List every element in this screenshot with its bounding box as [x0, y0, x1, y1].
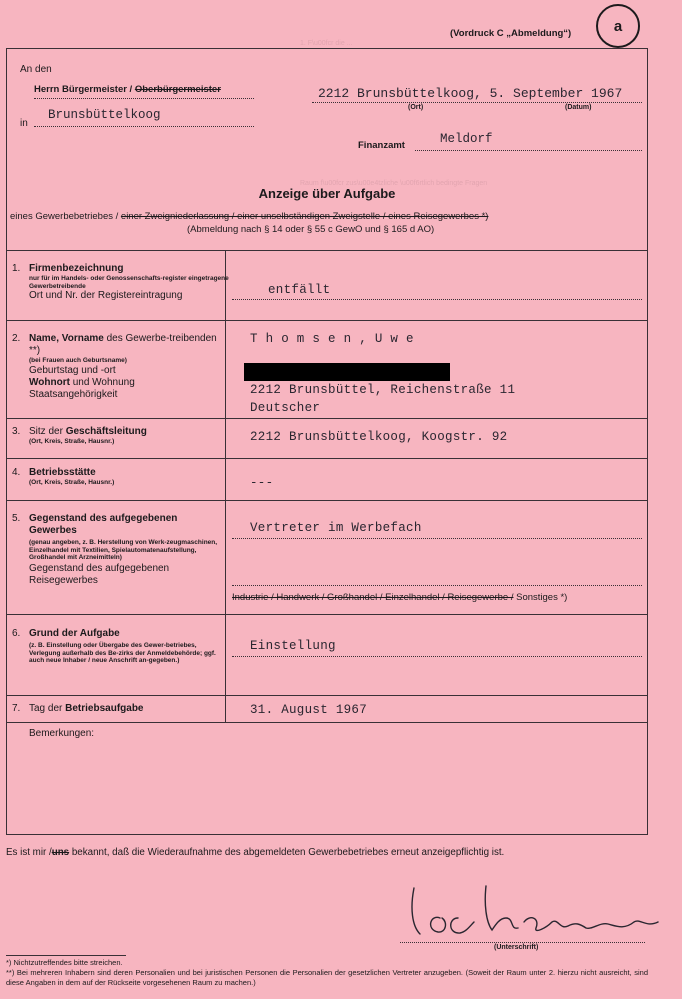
subtitle-struck: einer Zweigniederlassung / einer unselbständigen Zweigstelle / eines Reisegewerbes *)	[120, 211, 489, 222]
row2-nationality-value: Deutscher	[250, 401, 321, 415]
address-recipient	[34, 84, 221, 95]
row5-note: (genau angeben, z. B. Herstellung von Werk-zeugmaschinen, Einzelhandel mit Textilien, Spielautomatenaufstellung, Großhandel mit Arzneimitteln)	[29, 539, 218, 561]
place-date-line	[312, 102, 642, 103]
notice-struck: uns	[51, 847, 70, 858]
recipient-line	[34, 98, 254, 99]
redaction-bar	[244, 363, 450, 381]
row1-extra: Ort und Nr. der Registereintragung	[29, 290, 183, 301]
row6-number: 6.	[12, 628, 21, 639]
row5-categories-struck: Industrie / Handwerk / Großhandel / Einzelhandel / Reisegewerbe /	[232, 592, 514, 603]
row2-number: 2.	[12, 333, 21, 344]
row2-label	[12, 333, 224, 401]
form-code: (Vordruck C „Abmeldung“)	[450, 28, 572, 39]
address-an-den: An den	[20, 64, 52, 75]
row2-home-rest: und Wohnung	[72, 376, 135, 388]
row3-value: 2212 Brunsbüttelkoog, Koogstr. 92	[250, 430, 508, 444]
row-divider-6	[6, 695, 648, 696]
row1-value: entfällt	[268, 283, 331, 297]
row5-title: Gegenstand des aufgegebenen Gewerbes	[29, 513, 178, 536]
row5-categories-kept: Sonstiges *)	[513, 592, 568, 603]
table-top	[6, 250, 648, 251]
row4-number: 4.	[12, 467, 21, 478]
row3-label	[12, 426, 224, 446]
frame-right	[647, 48, 648, 835]
corner-letter-badge: a	[596, 4, 640, 48]
frame-top	[6, 48, 648, 49]
row2-name-value: T h o m s e n , U w e	[250, 332, 414, 346]
row5-line	[232, 538, 642, 539]
row6-value: Einstellung	[250, 639, 336, 653]
row1-number: 1.	[12, 263, 21, 274]
form-subtitle-reference: (Abmeldung nach § 14 oder § 55 c GewO und § 165 d AO)	[187, 224, 435, 235]
notice-text	[6, 847, 504, 858]
subtitle-start: eines Gewerbebetriebes /	[10, 211, 119, 222]
datum-label: (Datum)	[565, 104, 592, 111]
recipient-struck: Oberbürgermeister	[134, 84, 221, 95]
row7-title-plain: Tag der	[29, 703, 63, 714]
recipient-plain: Herrn Bürgermeister /	[34, 84, 135, 95]
row-divider-4	[6, 500, 648, 501]
signature-line	[400, 942, 645, 943]
signature-image	[400, 878, 670, 948]
row1-line	[232, 299, 642, 300]
row5-number: 5.	[12, 513, 21, 524]
notice-end: bekannt, daß die Wiederaufnahme des abgemeldeten Gewerbebetriebes erneut anzeigepflichtig ist.	[69, 847, 505, 858]
notice-start: Es ist mir /	[6, 847, 52, 858]
form-subtitle	[10, 211, 488, 222]
frame-bottom	[6, 834, 648, 835]
address-city: Brunsbüttelkoog	[48, 108, 161, 122]
row-divider-3	[6, 458, 648, 459]
row3-title-bold: Geschäftsleitung	[65, 426, 147, 437]
row2-title-rest: des Gewerbe-treibenden **)	[29, 333, 217, 356]
row2-address-value: 2212 Brunsbüttel, Reichenstraße 11	[250, 383, 516, 397]
form-title: Anzeige über Aufgabe	[258, 186, 396, 201]
row7-title-bold: Betriebsaufgabe	[65, 703, 144, 714]
footnote-1: *) Nichtzutreffendes bitte streichen.	[6, 958, 123, 967]
form-page: 1. F\u00fcr die ... Raum f\u00fcr zus\u00e4tzliche \u00f6rtlich bedingte Fragen (Vordruck C „Abmeldung“) a An den Herrn Bürgermeister / Oberbürgermeister in Brunsbüttelkoog 2212 Brunsbüttelkoog, 5. September 1967 (Ort) (Datum) Finanzamt Meldorf Anzeige über Aufgabe eines Gewerbebetriebes / einer Zweigniederlassung / einer unselbständigen Zweigstelle / eines Reisegewerbes *) (Abmeldung nach § 14 oder § 55 c GewO und § 165 d AO) 1. Firmenbezeichnung nur für im Handels- oder Genossenschafts-register eingetragene Gewerbetreibende Ort und Nr. der Registereintragung entfällt 2. Name, Vorname des Gewerbe-treibenden **) (bei Frauen auch Geburtsname) Geburtstag und -ort Wohnort und Wohnung Staatsangehörigkeit T h o m s e n , U w e 2212 Brunsbüttel, Reichenstraße 11 Deutscher 3. Sitz der Geschäftsleitung (Ort, Kreis, Straße, Hausnr.) 2212 Brunsbüttelkoog, Koogstr. 92 4. Betriebsstätte (Ort, Kreis, Straße, Hausnr.) --- 5. Gegenstand des aufgegebenen Gewerbes (genau angeben, z. B. Herstellung von Werk-zeugmaschinen, Einzelhandel mit Textilien, Spielautomatenaufstellung, Großhandel mit Arzneimitteln) Gegenstand des aufgegebenen Reisegewerbes Vertreter im Werbefach Industrie / Handwerk / Großhandel / Einzelhandel / Reisegewerbe / Sonstiges *) 6. Grund der Aufgabe (z. B. Einstellung oder Übergabe des Gewer-betriebes, Verlegung außerhalb des Be-zirks der Anmeldebehörde; ggf. auch neue Inhaber / neue Anschrift an-gegeben.) Einstellung 7. Tag der Betriebsaufgabe 31. August 1967 Bemerkungen: Es ist mir /uns bekannt, daß die Wiederaufnahme des abgemeldeten Gewerbebetriebes erneut anzeigepflichtig ist. (Unterschrift) *) Nichtzutreffendes bitte streichen. **) Bei mehreren Inhabern sind deren Personalien und bei juristischen Personen die Personalien der gesetzlichen Vertreter anzugeben. (Soweit der Raum unter 2. hierzu nicht ausreicht, sind diese Angaben in dem auf der Rückseite vorgesehenen Raum zu machen.)	[0, 0, 682, 999]
city-line	[34, 126, 254, 127]
row2-birth-label: Geburtstag und -ort	[29, 364, 116, 376]
row7-value: 31. August 1967	[250, 703, 368, 717]
row-divider-2	[6, 418, 648, 419]
row5-line-2	[232, 585, 642, 586]
row6-line	[232, 656, 642, 657]
row2-home-bold: Wohnort	[29, 376, 70, 388]
row4-title: Betriebsstätte	[29, 467, 96, 478]
row3-title-plain: Sitz der	[29, 426, 63, 437]
row7-number: 7.	[12, 703, 21, 714]
row3-note: (Ort, Kreis, Straße, Hausnr.)	[29, 438, 115, 445]
row4-value: ---	[250, 476, 274, 490]
frame-left	[6, 48, 7, 835]
row3-number: 3.	[12, 426, 21, 437]
row4-note: (Ort, Kreis, Straße, Hausnr.)	[29, 479, 115, 486]
row2-title-bold: Name, Vorname	[29, 333, 104, 344]
row6-label	[12, 628, 224, 665]
row5-label	[12, 513, 224, 587]
row4-label	[12, 467, 224, 487]
footnote-2: **) Bei mehreren Inhabern sind deren Personalien und bei juristischen Personen die Personalien der gesetzlichen Vertreter anzugeben. (Soweit der Raum unter 2. hierzu nicht ausreicht, sind diese Angaben in dem auf der Rückseite vorgesehenen Raum zu machen.)	[6, 968, 648, 987]
remarks-label: Bemerkungen:	[29, 728, 95, 739]
row6-title: Grund der Aufgabe	[29, 628, 120, 639]
finanzamt-line	[415, 150, 642, 151]
signature-label: (Unterschrift)	[494, 944, 539, 951]
row-divider-5	[6, 614, 648, 615]
row2-note: (bei Frauen auch Geburtsname)	[29, 357, 127, 364]
finanzamt-value: Meldorf	[440, 132, 493, 146]
row6-note: (z. B. Einstellung oder Übergabe des Gewer-betriebes, Verlegung außerhalb des Be-zirks der Anmeldebehörde; ggf. auch neue Inhaber / neue Anschrift an-gegeben.)	[29, 642, 216, 664]
place-date-value: 2212 Brunsbüttelkoog, 5. September 1967	[318, 86, 623, 101]
row2-nationality-label: Staatsangehörigkeit	[29, 388, 118, 400]
ort-label: (Ort)	[408, 104, 424, 111]
footnote-divider	[6, 955, 126, 956]
row1-label	[12, 263, 229, 302]
row5-value: Vertreter im Werbefach	[250, 521, 422, 535]
finanzamt-label: Finanzamt	[358, 140, 405, 151]
row5-extra: Gegenstand des aufgegebenen Reisegewerbes	[29, 562, 170, 586]
row-divider-7	[6, 722, 648, 723]
row1-note: nur für im Handels- oder Genossenschafts-register eingetragene Gewerbetreibende	[29, 275, 229, 290]
address-in-label: in	[20, 118, 28, 129]
row-divider-1	[6, 320, 648, 321]
row7-label	[12, 703, 224, 715]
row5-categories	[232, 592, 567, 603]
row1-title: Firmenbezeichnung	[29, 263, 124, 274]
